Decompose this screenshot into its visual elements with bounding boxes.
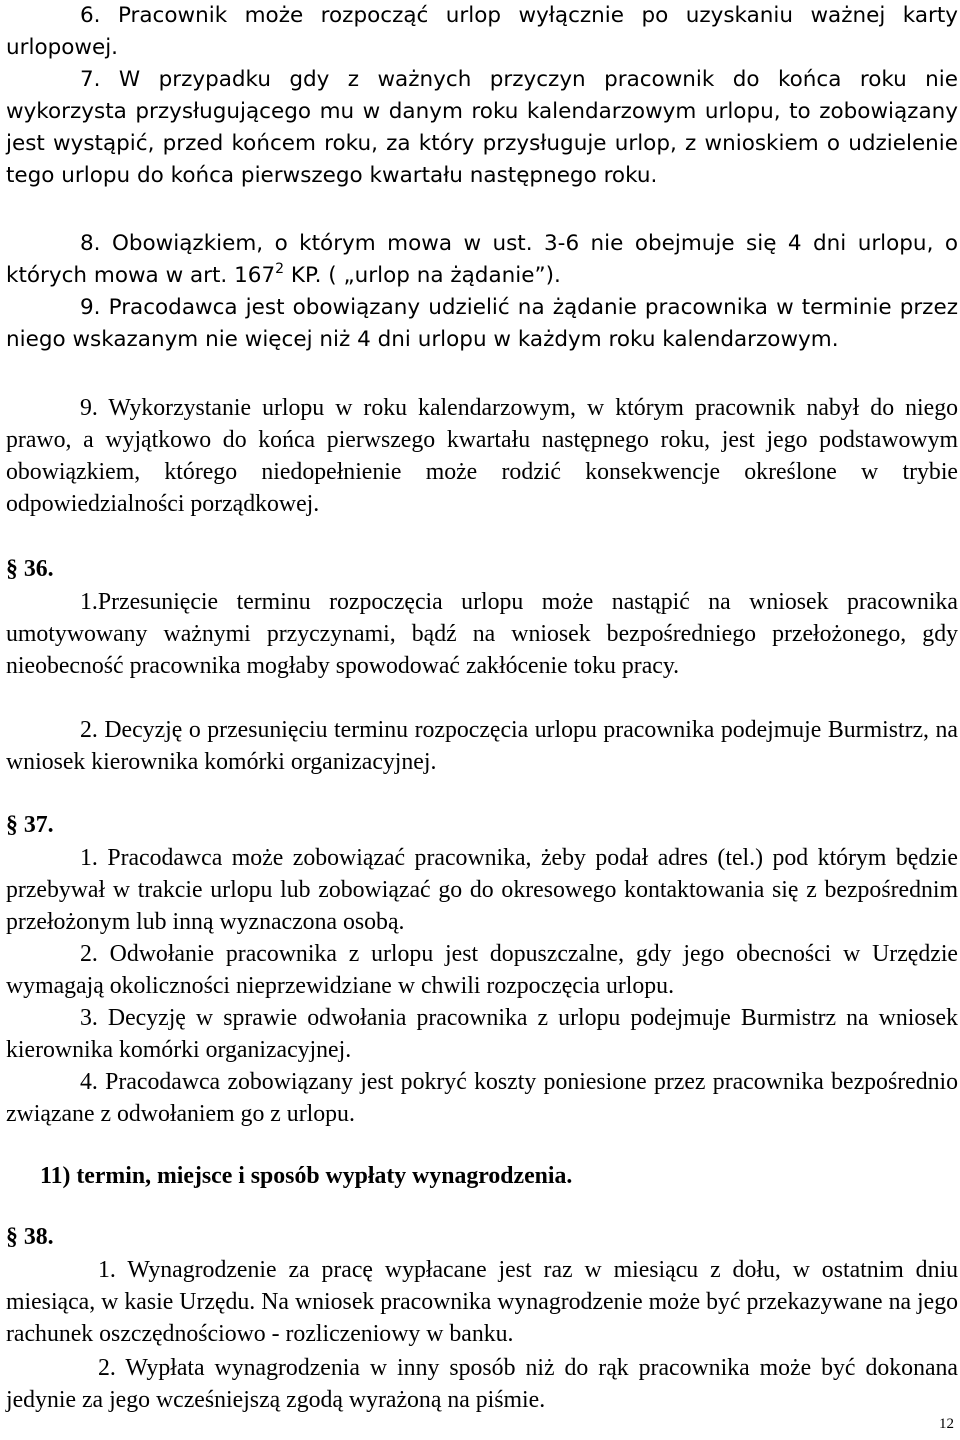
section-36-heading: § 36. xyxy=(6,556,54,582)
paragraph-8 xyxy=(6,228,958,292)
section-38-paragraph-2: 2. Wypłata wynagrodzenia w inny sposób niż do rąk pracownika może być dokonana jedynie za jego wcześniejszą zgodą wyrażoną na piśmie. xyxy=(6,1355,958,1413)
page-number: 12 xyxy=(939,1416,954,1432)
section-37-paragraph-2: 2. Odwołanie pracownika z urlopu jest dopuszczalne, gdy jego obecności w Urzędzie wymagają okoliczności nieprzewidziane w chwili rozpoczęcia urlopu. xyxy=(6,941,958,999)
section-38-heading: § 38. xyxy=(6,1224,54,1250)
paragraph-8-text: 8. Obowiązkiem, o którym mowa w ust. 3-6 nie obejmuje się 4 dni urlopu, o których mowa w art. 167 xyxy=(6,231,958,288)
section-38-paragraph-1: 1. Wynagrodzenie za pracę wypłacane jest raz w miesiącu z dołu, w ostatnim dniu miesiąca, w kasie Urzędu. Na wniosek pracownika wynagrodzenie może być przekazywane na jego rachunek oszczędnościowo - rozliczeniowy w banku. xyxy=(6,1257,958,1347)
paragraph-7: 7. W przypadku gdy z ważnych przyczyn pracownik do końca roku nie wykorzysta przysługującego mu w danym roku kalendarzowym urlopu, to zobowiązany jest wystąpić, przed końcem roku, za który przysługuje urlop, z wnioskiem o udzielenie tego urlopu do końca pierwszego kwartału następnego roku. xyxy=(6,67,958,188)
chapter-11-heading: 11) termin, miejsce i sposób wypłaty wynagrodzenia. xyxy=(40,1163,573,1189)
paragraph-9b: 9. Wykorzystanie urlopu w roku kalendarzowym, w którym pracownik nabył do niego prawo, a wyjątkowo do końca pierwszego kwartału następnego roku, jest jego podstawowym obowiązkiem, którego niedopełnienie może rodzić konsekwencje określone w trybie odpowiedzialności porządkowej. xyxy=(6,395,958,517)
section-37-paragraph-4: 4. Pracodawca zobowiązany jest pokryć koszty poniesione przez pracownika bezpośrednio związane z odwołaniem go z urlopu. xyxy=(6,1069,958,1127)
section-37-paragraph-3: 3. Decyzję w sprawie odwołania pracownika z urlopu podejmuje Burmistrz na wniosek kierownika komórki organizacyjnej. xyxy=(6,1005,958,1063)
section-36-paragraph-2: 2. Decyzję o przesunięciu terminu rozpoczęcia urlopu pracownika podejmuje Burmistrz, na wniosek kierownika komórki organizacyjnej. xyxy=(6,717,958,775)
section-36-paragraph-1: 1.Przesunięcie terminu rozpoczęcia urlopu może nastąpić na wniosek pracownika umotywowany ważnymi przyczynami, bądź na wniosek bezpośredniego przełożonego, gdy nieobecność pracownika mogłaby spowodować zakłócenie toku pracy. xyxy=(6,589,958,679)
paragraph-8-superscript: 2 xyxy=(275,261,285,277)
section-37-heading: § 37. xyxy=(6,812,54,838)
paragraph-9a: 9. Pracodawca jest obowiązany udzielić na żądanie pracownika w terminie przez niego wskazanym nie więcej niż 4 dni urlopu w każdym roku kalendarzowym. xyxy=(6,295,958,352)
paragraph-6: 6. Pracownik może rozpocząć urlop wyłącznie po uzyskaniu ważnej karty urlopowej. xyxy=(6,3,958,60)
paragraph-8-text-end: KP. ( „urlop na żądanie”). xyxy=(284,263,561,288)
section-37-paragraph-1: 1. Pracodawca może zobowiązać pracownika, żeby podał adres (tel.) pod którym będzie przebywał w trakcie urlopu lub zobowiązać go do okresowego kontaktowania się z bezpośrednim przełożonym lub inną wyznaczona osobą. xyxy=(6,845,958,935)
